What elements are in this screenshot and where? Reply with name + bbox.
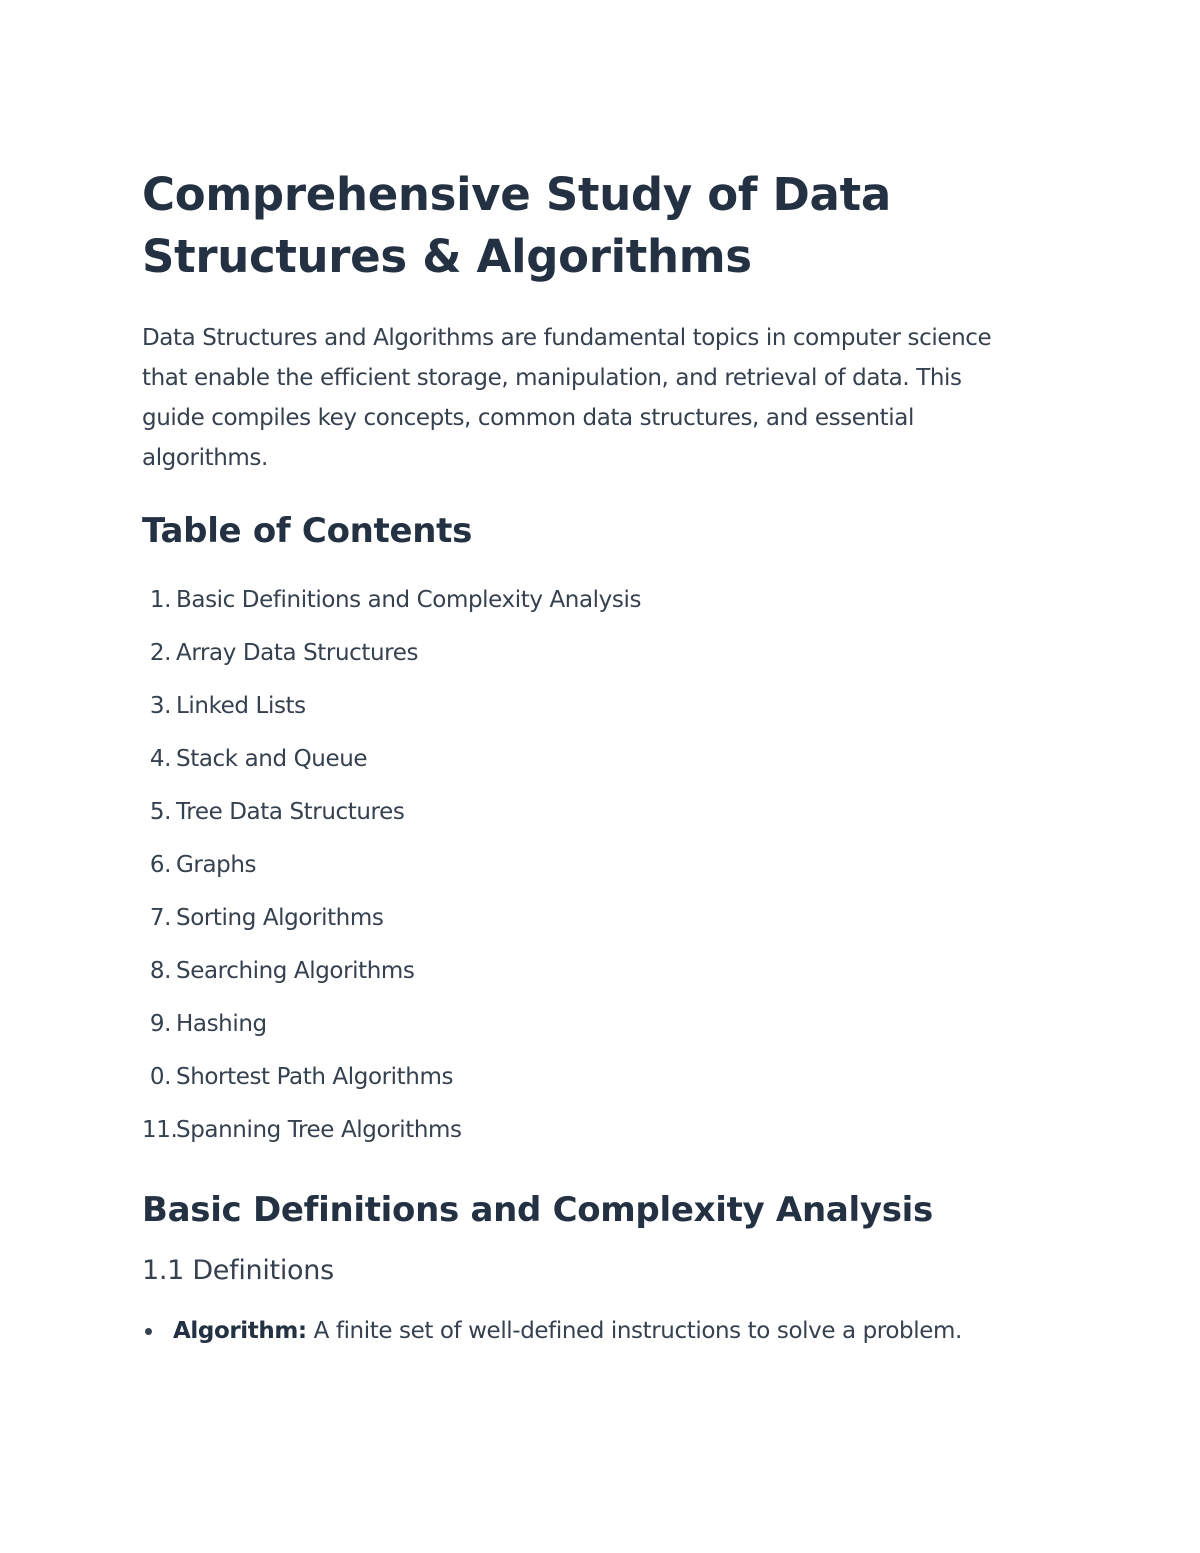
definition-body: A finite set of well-defined instructions to solve a problem. [306, 1318, 962, 1344]
toc-item-number: 5. [149, 799, 171, 825]
toc-item-label: Array Data Structures [176, 640, 419, 666]
toc-item[interactable] [142, 1051, 1072, 1104]
toc-item-label: Linked Lists [176, 693, 306, 719]
toc-item-label: Tree Data Structures [176, 799, 405, 825]
section-heading: Basic Definitions and Complexity Analysis [142, 1190, 933, 1230]
page-title-line-2: Structures & Algorithms [142, 230, 752, 283]
toc-item-label: Searching Algorithms [176, 958, 415, 984]
toc-item-number: 3. [149, 693, 171, 719]
toc-item[interactable] [142, 998, 1072, 1051]
toc-item-label: Sorting Algorithms [176, 905, 384, 931]
toc-item-label: Hashing [176, 1011, 267, 1037]
definition-term: Algorithm: [173, 1318, 307, 1344]
toc-item[interactable] [142, 839, 1072, 892]
bullet-icon [145, 1328, 152, 1335]
toc-item-number: 7. [149, 905, 171, 931]
page-title-line-1: Comprehensive Study of Data [142, 168, 891, 221]
definition-text [173, 1311, 962, 1351]
toc-item[interactable] [142, 786, 1072, 839]
toc-item[interactable] [142, 733, 1072, 786]
table-of-contents [142, 574, 1072, 1157]
toc-item-label: Basic Definitions and Complexity Analysis [176, 587, 642, 613]
toc-item-label: Shortest Path Algorithms [176, 1064, 454, 1090]
toc-item-number: 0. [149, 1064, 171, 1090]
toc-item[interactable] [142, 574, 1072, 627]
toc-item-number: 11. [142, 1117, 178, 1143]
toc-item-number: 8. [149, 958, 171, 984]
toc-item-label: Graphs [176, 852, 257, 878]
intro-paragraph: Data Structures and Algorithms are fundamental topics in computer science that enable the efficient storage, manipulation, and retrieval of data. This guide compiles key concepts, common data structures, and essential algorithms. [142, 325, 992, 471]
toc-item[interactable] [142, 892, 1072, 945]
document-page [142, 164, 1072, 1351]
toc-item-number: 2. [149, 640, 171, 666]
toc-heading: Table of Contents [142, 511, 473, 551]
subsection-heading: 1.1 Definitions [142, 1255, 334, 1286]
toc-item-label: Spanning Tree Algorithms [176, 1117, 462, 1143]
toc-item-label: Stack and Queue [176, 746, 368, 772]
toc-item[interactable] [142, 945, 1072, 998]
toc-item-number: 6. [149, 852, 171, 878]
toc-item-number: 1. [149, 587, 171, 613]
definitions-list [142, 1311, 1072, 1351]
toc-item[interactable] [142, 627, 1072, 680]
toc-item[interactable] [142, 1104, 1072, 1157]
page-title [142, 164, 1072, 288]
toc-item-number: 4. [149, 746, 171, 772]
toc-item-number: 9. [149, 1011, 171, 1037]
list-item [142, 1311, 1072, 1351]
toc-item[interactable] [142, 680, 1072, 733]
